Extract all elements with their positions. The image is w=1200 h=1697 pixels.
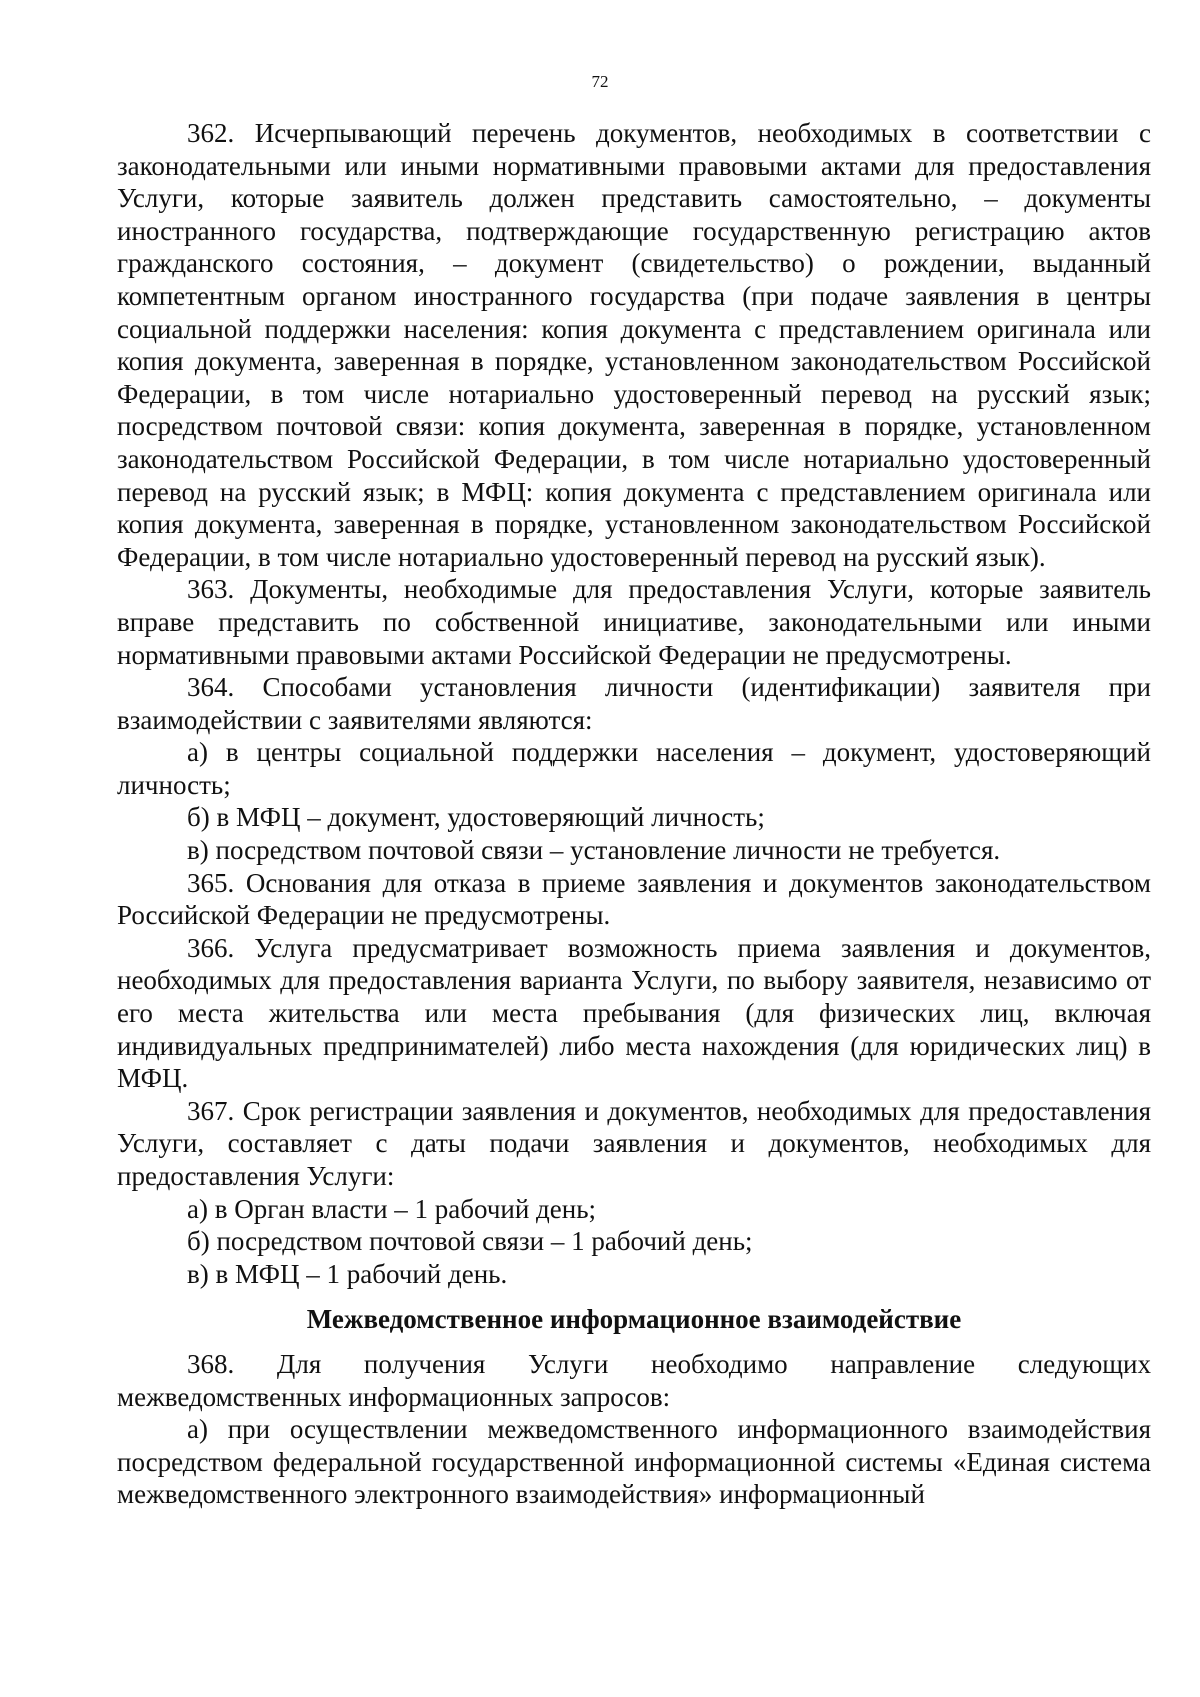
- paragraph-366: 366. Услуга предусматривает возможность приема заявления и документов, необходимых для предоставления варианта Услуги, по выбору заявителя, независимо от его места жительства или места пребывания (для физических лиц, включая индивидуальных предпринимателей) либо места нахождения (для юридических лиц) в МФЦ.: [117, 932, 1151, 1094]
- page-number: 72: [591, 72, 609, 91]
- document-body: [117, 117, 1151, 1511]
- paragraph-362: 362. Исчерпывающий перечень документов, необходимых в соответствии с законодательными или иными нормативными правовыми актами для предоставления Услуги, которые заявитель должен представить самостоятельно, – документы иностранного государства, подтверждающие государственную регистрацию актов гражданского состояния, – документ (свидетельство) о рождении, выданный компетентным органом иностранного государства (при подаче заявления в центры социальной поддержки населения: копия документа с представлением оригинала или копия документа, заверенная в порядке, установленном законодательством Российской Федерации, в том числе нотариально удостоверенный перевод на русский язык; посредством почтовой связи: копия документа, заверенная в порядке, установленном законодательством Российской Федерации, в том числе нотариально удостоверенный перевод на русский язык; в МФЦ: копия документа с представлением оригинала или копия документа, заверенная в порядке, установленном законодательством Российской Федерации, в том числе нотариально удостоверенный перевод на русский язык).: [117, 118, 1151, 572]
- paragraph-368-item-a: а) при осуществлении межведомственного информационного взаимодействия посредством федеральной государственной информационной системы «Единая система межведомственного электронного взаимодействия» информационный: [117, 1414, 1151, 1510]
- paragraph-368: 368. Для получения Услуги необходимо направление следующих межведомственных информационных запросов:: [117, 1348, 1151, 1412]
- paragraph-365: 365. Основания для отказа в приеме заявления и документов законодательством Российской Федерации не предусмотрены.: [117, 867, 1151, 931]
- paragraph-367: 367. Срок регистрации заявления и документов, необходимых для предоставления Услуги, составляет с даты подачи заявления и документов, необходимых для предоставления Услуги:: [117, 1095, 1151, 1191]
- paragraph-367-item-b: б) посредством почтовой связи – 1 рабочий день;: [187, 1226, 753, 1257]
- paragraph-364-item-b: б) в МФЦ – документ, удостоверяющий личность;: [187, 802, 765, 833]
- paragraph-367-item-v: в) в МФЦ – 1 рабочий день.: [187, 1258, 508, 1289]
- section-heading: Межведомственное информационное взаимодействие: [306, 1304, 962, 1335]
- paragraph-364: 364. Способами установления личности (идентификации) заявителя при взаимодействии с заявителями являются:: [117, 672, 1151, 735]
- paragraph-367-item-a: а) в Орган власти – 1 рабочий день;: [187, 1193, 597, 1224]
- paragraph-364-item-a: а) в центры социальной поддержки населения – документ, удостоверяющий личность;: [117, 737, 1151, 800]
- paragraph-363: 363. Документы, необходимые для предоставления Услуги, которые заявитель вправе представить по собственной инициативе, законодательными или иными нормативными правовыми актами Российской Федерации не предусмотрены.: [117, 574, 1151, 670]
- paragraph-364-item-v: в) посредством почтовой связи – установление личности не требуется.: [187, 835, 1001, 866]
